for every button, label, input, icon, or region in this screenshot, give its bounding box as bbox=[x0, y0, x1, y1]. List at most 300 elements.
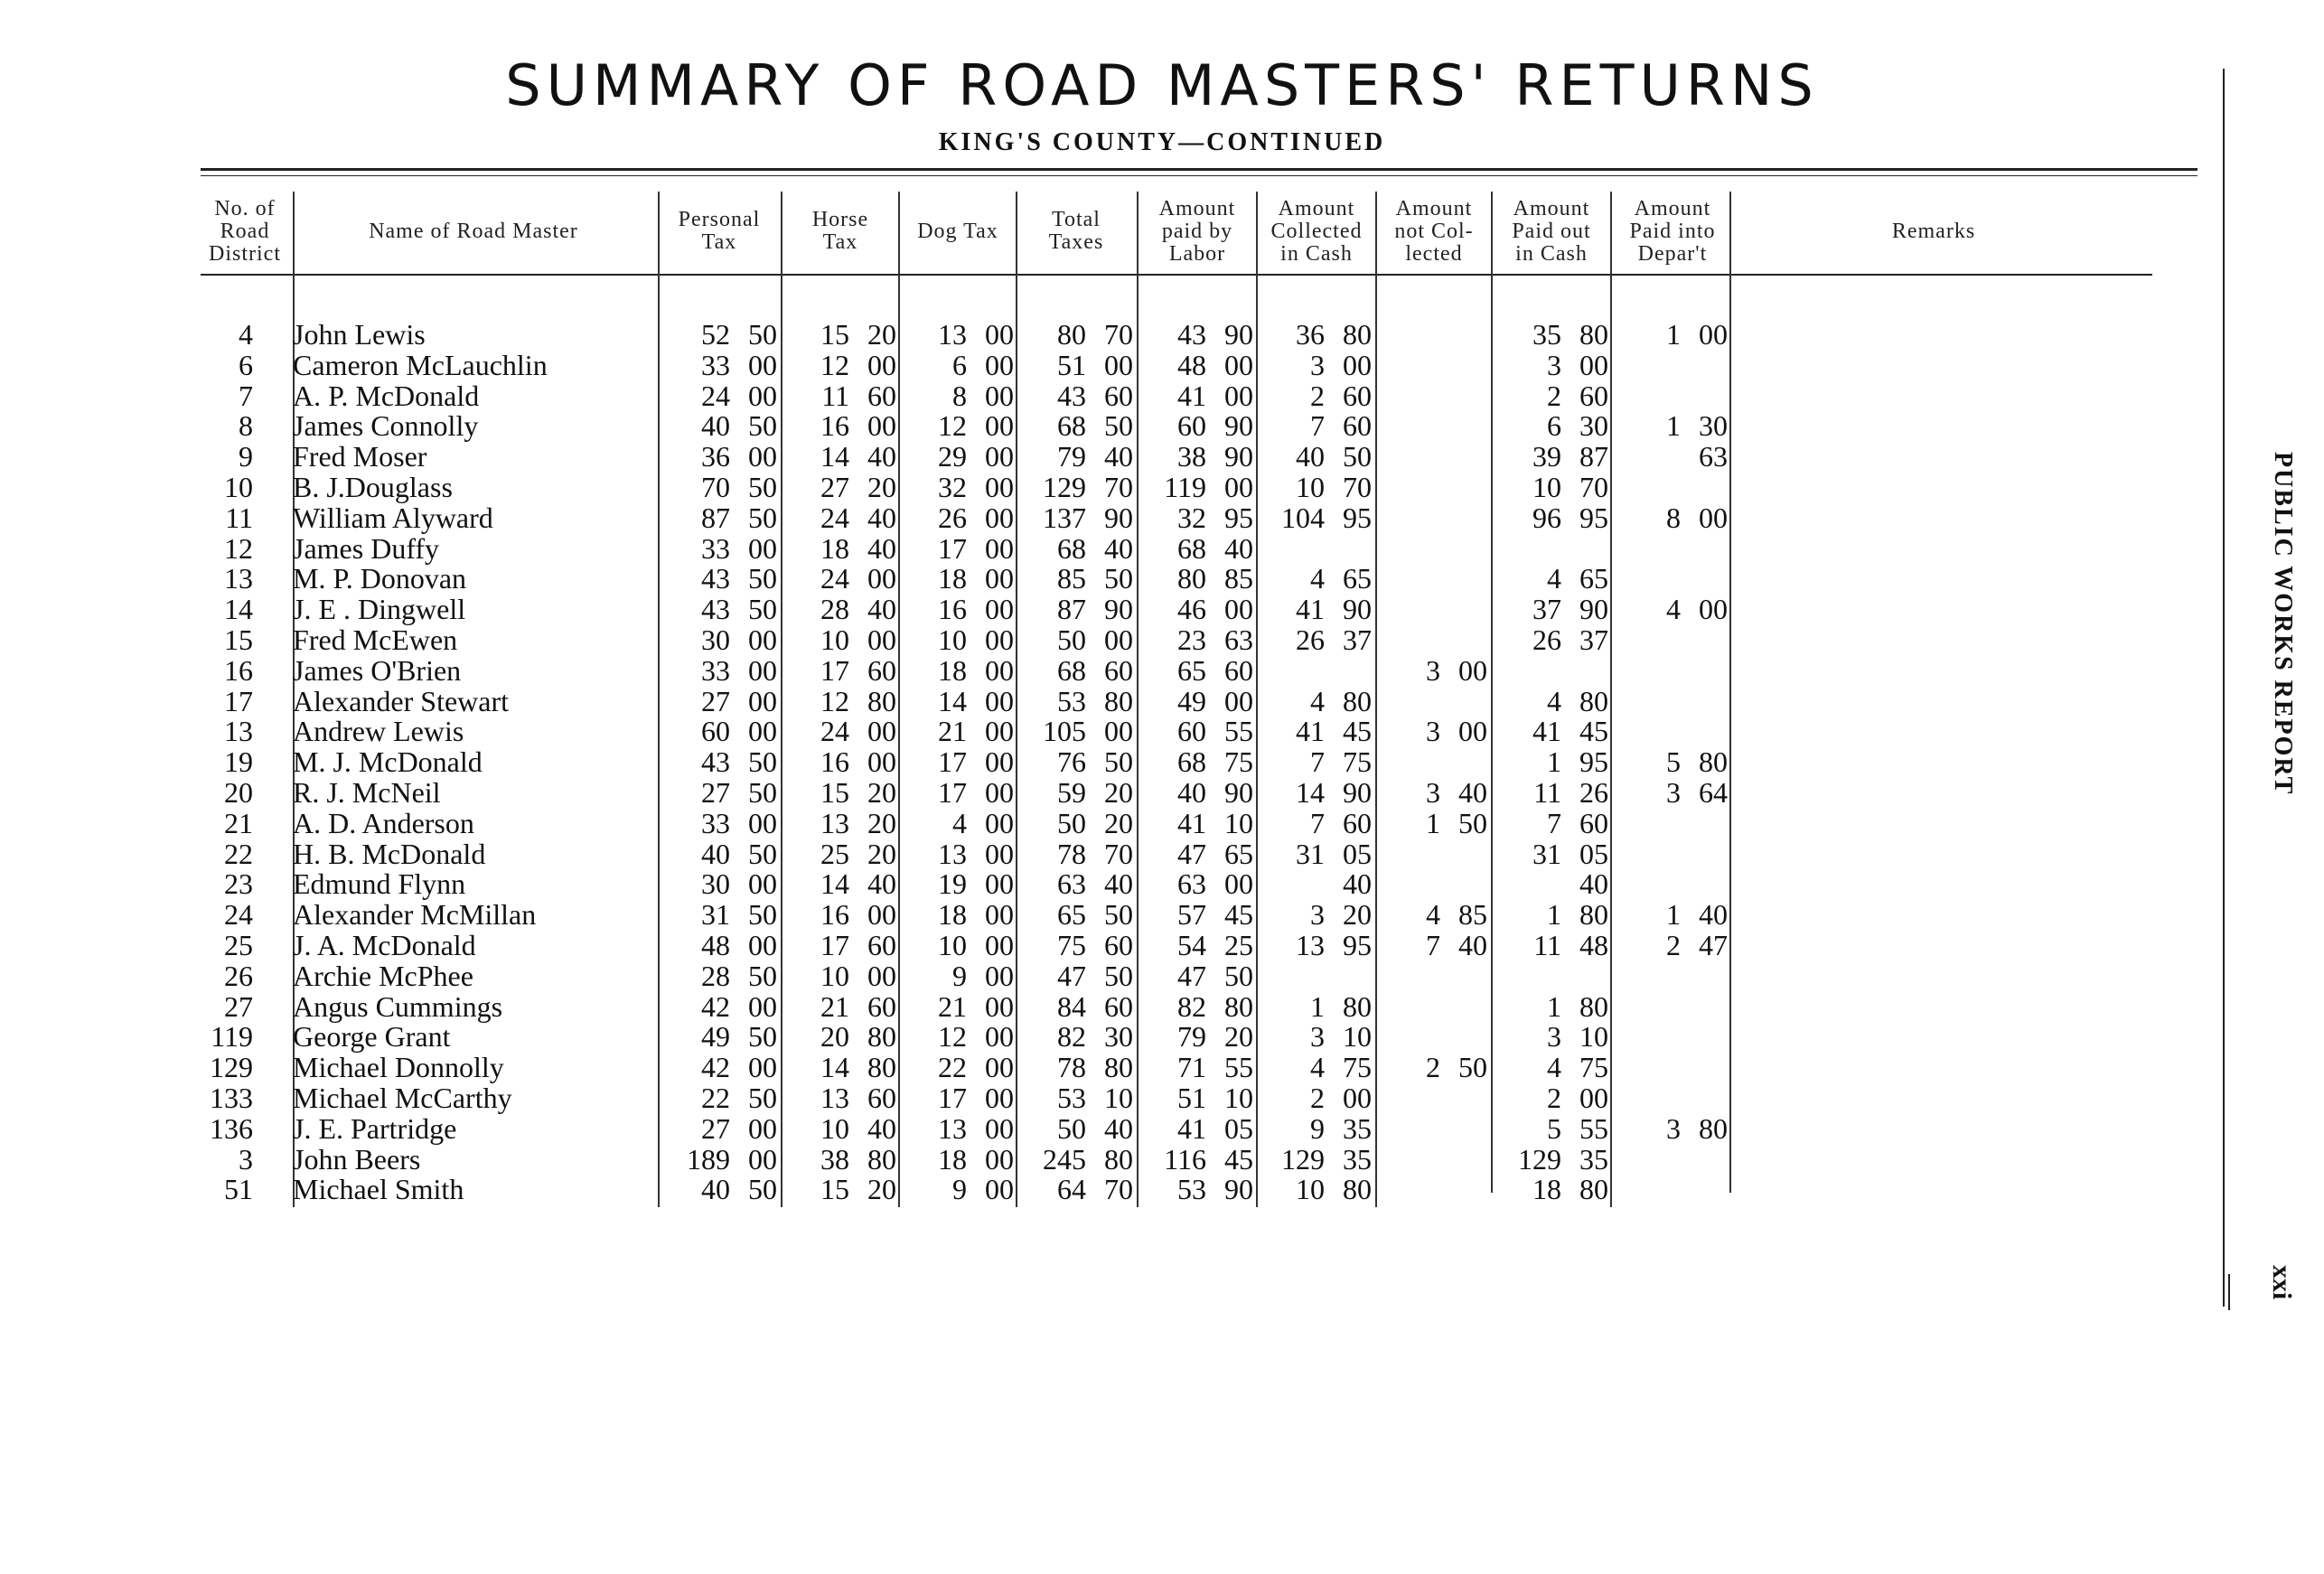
dollars: 48 bbox=[701, 929, 730, 961]
dollars: 7 bbox=[1426, 929, 1440, 961]
dollars: 9 bbox=[952, 959, 967, 992]
dollars: 4 bbox=[1547, 684, 1561, 717]
dollars: 9 bbox=[1310, 1111, 1325, 1145]
amount-dog bbox=[887, 990, 1014, 1021]
dollars: 17 bbox=[938, 745, 967, 779]
dollars: 32 bbox=[938, 471, 967, 503]
cents: 00 bbox=[867, 745, 896, 779]
amount-personal bbox=[651, 838, 777, 868]
dollars: 10 bbox=[938, 623, 967, 656]
cents: 00 bbox=[748, 989, 777, 1023]
dollars: 4 bbox=[1666, 593, 1681, 626]
dollars: 104 bbox=[1281, 501, 1325, 534]
dollars: 11 bbox=[1533, 776, 1561, 809]
amount-horse bbox=[770, 807, 896, 838]
cents: 90 bbox=[1104, 593, 1133, 626]
dollars: 38 bbox=[1177, 440, 1206, 473]
amount-paidout bbox=[1482, 1173, 1608, 1204]
amount-cash bbox=[1245, 562, 1372, 593]
column-header-total: Total Taxes bbox=[1048, 208, 1104, 254]
cents: 60 bbox=[867, 379, 896, 412]
dollars: 49 bbox=[701, 1020, 730, 1054]
amount-dog bbox=[887, 898, 1014, 932]
cents: 55 bbox=[1224, 715, 1253, 748]
cents: 20 bbox=[867, 806, 896, 839]
amount-depart bbox=[1601, 409, 1728, 443]
cents: 80 bbox=[867, 684, 896, 717]
cents: 00 bbox=[985, 1082, 1014, 1114]
dollars: 22 bbox=[938, 1051, 967, 1084]
amount-dog bbox=[887, 1112, 1014, 1143]
column-header-horse: Horse Tax bbox=[811, 208, 869, 254]
cents: 50 bbox=[1224, 959, 1253, 992]
cents: 40 bbox=[1458, 929, 1487, 961]
cents: 50 bbox=[1104, 898, 1133, 932]
amount-labor bbox=[1127, 685, 1253, 716]
amount-dog bbox=[887, 745, 1014, 779]
amount-paidout bbox=[1482, 1082, 1608, 1112]
column-divider bbox=[1729, 192, 1731, 1193]
dollars: 11 bbox=[821, 379, 849, 412]
dollars: 20 bbox=[820, 1020, 849, 1054]
road-district: 133 bbox=[210, 1082, 253, 1114]
amount-personal bbox=[651, 318, 777, 349]
road-district: 4 bbox=[239, 318, 253, 351]
amount-personal bbox=[651, 1143, 777, 1174]
amount-cash bbox=[1245, 715, 1372, 748]
cents: 20 bbox=[867, 776, 896, 809]
dollars: 4 bbox=[1547, 562, 1561, 595]
amount-dog bbox=[887, 929, 1014, 960]
column-header-personal: Personal Tax bbox=[678, 208, 761, 254]
dollars: 59 bbox=[1057, 776, 1086, 809]
cents: 00 bbox=[748, 653, 777, 687]
road-master-name: M. J. McDonald bbox=[293, 745, 483, 779]
amount-cash bbox=[1245, 745, 1372, 779]
amount-total bbox=[1007, 654, 1133, 685]
cents: 63 bbox=[1699, 440, 1728, 473]
cents: 00 bbox=[985, 745, 1014, 779]
amount-horse bbox=[770, 745, 896, 779]
cents: 00 bbox=[1343, 1082, 1372, 1114]
cents: 00 bbox=[985, 867, 1014, 901]
road-district: 21 bbox=[224, 806, 253, 839]
amount-horse bbox=[770, 532, 896, 563]
dollars: 18 bbox=[938, 1142, 967, 1176]
cents: 90 bbox=[1224, 776, 1253, 809]
dollars: 1 bbox=[1666, 409, 1681, 443]
amount-paidout bbox=[1482, 990, 1608, 1021]
dollars: 60 bbox=[1177, 715, 1206, 748]
cents: 00 bbox=[985, 684, 1014, 717]
cents: 50 bbox=[1104, 409, 1133, 443]
amount-paidout bbox=[1482, 409, 1608, 443]
dollars: 29 bbox=[938, 440, 967, 473]
amount-labor bbox=[1127, 776, 1253, 807]
amount-personal bbox=[651, 929, 777, 960]
road-master-name: J. A. McDonald bbox=[293, 929, 476, 961]
column-header-notcol: Amount not Col- lected bbox=[1394, 196, 1474, 266]
cents: 60 bbox=[867, 929, 896, 961]
dollars: 47 bbox=[1057, 959, 1086, 992]
road-master-name: Cameron McLauchlin bbox=[293, 348, 548, 381]
dollars: 50 bbox=[1057, 806, 1086, 839]
amount-personal bbox=[651, 1112, 777, 1143]
cents: 80 bbox=[1343, 318, 1372, 351]
dollars: 87 bbox=[701, 501, 730, 534]
amount-cash bbox=[1245, 623, 1372, 654]
dollars: 14 bbox=[820, 867, 849, 901]
amount-cash bbox=[1245, 1051, 1372, 1082]
amount-total bbox=[1007, 1020, 1133, 1054]
amount-cash bbox=[1245, 990, 1372, 1021]
cents: 80 bbox=[1104, 1051, 1133, 1084]
cents: 00 bbox=[748, 623, 777, 656]
dollars: 24 bbox=[701, 379, 730, 412]
amount-labor bbox=[1127, 562, 1253, 593]
amount-total bbox=[1007, 1051, 1133, 1082]
road-district: 129 bbox=[210, 1051, 253, 1084]
column-header-district: No. of Road District bbox=[209, 196, 281, 266]
road-master-name: John Lewis bbox=[293, 318, 426, 351]
dollars: 42 bbox=[701, 989, 730, 1023]
dollars: 13 bbox=[938, 837, 967, 870]
dollars: 26 bbox=[1296, 623, 1325, 656]
page-title: SUMMARY OF ROAD MASTERS' RETURNS bbox=[505, 52, 1819, 118]
cents: 40 bbox=[1579, 867, 1608, 901]
cents: 00 bbox=[1224, 471, 1253, 503]
amount-personal bbox=[651, 349, 777, 379]
cents: 00 bbox=[1104, 623, 1133, 656]
road-master-name: Angus Cummings bbox=[293, 989, 503, 1023]
cents: 20 bbox=[867, 471, 896, 503]
dollars: 68 bbox=[1057, 409, 1086, 443]
dollars: 31 bbox=[1296, 837, 1325, 870]
cents: 63 bbox=[1224, 623, 1253, 656]
amount-personal bbox=[651, 409, 777, 443]
dollars: 41 bbox=[1177, 1111, 1206, 1145]
amount-paidout bbox=[1482, 623, 1608, 654]
cents: 60 bbox=[1104, 653, 1133, 687]
amount-labor bbox=[1127, 1082, 1253, 1112]
cents: 40 bbox=[867, 440, 896, 473]
cents: 10 bbox=[1343, 1020, 1372, 1054]
amount-total bbox=[1007, 349, 1133, 379]
cents: 20 bbox=[867, 837, 896, 870]
cents: 00 bbox=[748, 684, 777, 717]
amount-cash bbox=[1245, 807, 1372, 838]
cents: 40 bbox=[1104, 531, 1133, 565]
dollars: 4 bbox=[1310, 1051, 1325, 1084]
cents: 50 bbox=[748, 1082, 777, 1114]
amount-dog bbox=[887, 471, 1014, 501]
amount-total bbox=[1007, 532, 1133, 563]
road-master-name: Archie McPhee bbox=[293, 959, 473, 992]
cents: 00 bbox=[1699, 501, 1728, 534]
amount-total bbox=[1007, 1082, 1133, 1112]
cents: 00 bbox=[867, 623, 896, 656]
cents: 80 bbox=[867, 1142, 896, 1176]
amount-total bbox=[1007, 593, 1133, 626]
dollars: 18 bbox=[820, 531, 849, 565]
dollars: 52 bbox=[701, 318, 730, 351]
cents: 75 bbox=[1343, 745, 1372, 779]
amount-total bbox=[1007, 807, 1133, 838]
cents: 45 bbox=[1579, 715, 1608, 748]
cents: 20 bbox=[1343, 898, 1372, 932]
cents: 95 bbox=[1343, 929, 1372, 961]
amount-paidout bbox=[1482, 318, 1608, 349]
amount-cash bbox=[1245, 1143, 1372, 1174]
amount-personal bbox=[651, 1173, 777, 1204]
dollars: 1 bbox=[1547, 898, 1561, 932]
dollars: 43 bbox=[701, 562, 730, 595]
amount-notcol bbox=[1361, 1051, 1487, 1082]
amount-total bbox=[1007, 379, 1133, 410]
amount-depart bbox=[1601, 776, 1728, 807]
dollars: 28 bbox=[701, 959, 730, 992]
cents: 40 bbox=[1104, 867, 1133, 901]
dollars: 30 bbox=[701, 623, 730, 656]
amount-horse bbox=[770, 1173, 896, 1204]
dollars: 18 bbox=[938, 898, 967, 932]
amount-total bbox=[1007, 562, 1133, 593]
cents: 00 bbox=[985, 593, 1014, 626]
amount-horse bbox=[770, 1082, 896, 1112]
amount-total bbox=[1007, 318, 1133, 349]
dollars: 14 bbox=[1296, 776, 1325, 809]
cents: 50 bbox=[748, 1020, 777, 1054]
amount-cash bbox=[1245, 685, 1372, 716]
cents: 00 bbox=[1699, 593, 1728, 626]
cents: 50 bbox=[748, 1173, 777, 1206]
amount-horse bbox=[770, 501, 896, 532]
cents: 60 bbox=[867, 1082, 896, 1114]
cents: 70 bbox=[1343, 471, 1372, 503]
dollars: 10 bbox=[938, 929, 967, 961]
dollars: 12 bbox=[820, 684, 849, 717]
cents: 10 bbox=[1224, 1082, 1253, 1114]
dollars: 43 bbox=[1057, 379, 1086, 412]
dollars: 51 bbox=[1177, 1082, 1206, 1114]
dollars: 9 bbox=[952, 1173, 967, 1206]
cents: 00 bbox=[985, 623, 1014, 656]
amount-dog bbox=[887, 867, 1014, 901]
cents: 00 bbox=[748, 1111, 777, 1145]
cents: 95 bbox=[1579, 745, 1608, 779]
road-master-name: John Beers bbox=[293, 1142, 421, 1176]
cents: 40 bbox=[1458, 776, 1487, 809]
cents: 75 bbox=[1224, 745, 1253, 779]
amount-depart bbox=[1601, 1112, 1728, 1143]
dollars: 3 bbox=[1426, 776, 1440, 809]
amount-horse bbox=[770, 960, 896, 990]
amount-paidout bbox=[1482, 379, 1608, 410]
amount-paidout bbox=[1482, 745, 1608, 779]
amount-depart bbox=[1601, 593, 1728, 626]
dollars: 71 bbox=[1177, 1051, 1206, 1084]
column-header-depart: Amount Paid into Depar't bbox=[1629, 196, 1716, 266]
amount-cash bbox=[1245, 501, 1372, 532]
dollars: 8 bbox=[952, 379, 967, 412]
amount-total bbox=[1007, 838, 1133, 868]
amount-labor bbox=[1127, 471, 1253, 501]
dollars: 1 bbox=[1426, 806, 1440, 839]
amount-dog bbox=[887, 1020, 1014, 1054]
dollars: 23 bbox=[1177, 623, 1206, 656]
dollars: 3 bbox=[1426, 715, 1440, 748]
cents: 00 bbox=[985, 806, 1014, 839]
dollars: 27 bbox=[701, 776, 730, 809]
dollars: 57 bbox=[1177, 898, 1206, 932]
dollars: 129 bbox=[1281, 1142, 1325, 1176]
amount-labor bbox=[1127, 960, 1253, 990]
cents: 55 bbox=[1579, 1111, 1608, 1145]
road-district: 8 bbox=[239, 409, 253, 443]
amount-cash bbox=[1245, 349, 1372, 379]
road-master-name: B. J.Douglass bbox=[293, 471, 453, 503]
amount-cash bbox=[1245, 1020, 1372, 1054]
dollars: 8 bbox=[1666, 501, 1681, 534]
dollars: 80 bbox=[1177, 562, 1206, 595]
amount-paidout bbox=[1482, 501, 1608, 532]
dollars: 10 bbox=[1532, 471, 1561, 503]
cents: 00 bbox=[1458, 653, 1487, 687]
cents: 60 bbox=[1104, 379, 1133, 412]
cents: 25 bbox=[1224, 929, 1253, 961]
cents: 40 bbox=[1699, 898, 1728, 932]
dollars: 3 bbox=[1310, 898, 1325, 932]
dollars: 79 bbox=[1057, 440, 1086, 473]
cents: 95 bbox=[1224, 501, 1253, 534]
amount-horse bbox=[770, 440, 896, 471]
cents: 00 bbox=[748, 1142, 777, 1176]
dollars: 41 bbox=[1296, 715, 1325, 748]
amount-labor bbox=[1127, 715, 1253, 748]
amount-total bbox=[1007, 440, 1133, 471]
dollars: 47 bbox=[1177, 959, 1206, 992]
cents: 00 bbox=[1224, 593, 1253, 626]
cents: 00 bbox=[1104, 348, 1133, 381]
page-number: xxi bbox=[2267, 1265, 2297, 1300]
cents: 00 bbox=[985, 1051, 1014, 1084]
amount-paidout bbox=[1482, 1143, 1608, 1174]
dollars: 10 bbox=[1296, 1173, 1325, 1206]
cents: 60 bbox=[1579, 379, 1608, 412]
cents: 45 bbox=[1224, 1142, 1253, 1176]
amount-cash bbox=[1245, 1112, 1372, 1143]
amount-dog bbox=[887, 1173, 1014, 1204]
amount-dog bbox=[887, 349, 1014, 379]
dollars: 15 bbox=[820, 1173, 849, 1206]
dollars: 4 bbox=[1547, 1051, 1561, 1084]
amount-total bbox=[1007, 898, 1133, 932]
cents: 65 bbox=[1579, 562, 1608, 595]
amount-dog bbox=[887, 562, 1014, 593]
amount-personal bbox=[651, 593, 777, 626]
road-master-name: J. E . Dingwell bbox=[293, 593, 466, 626]
amount-labor bbox=[1127, 929, 1253, 960]
amount-dog bbox=[887, 1051, 1014, 1082]
dollars: 27 bbox=[701, 684, 730, 717]
dollars: 33 bbox=[701, 531, 730, 565]
dollars: 54 bbox=[1177, 929, 1206, 961]
cents: 80 bbox=[1104, 1142, 1133, 1176]
road-master-name: Fred McEwen bbox=[293, 623, 458, 656]
cents: 05 bbox=[1579, 837, 1608, 870]
cents: 35 bbox=[1343, 1111, 1372, 1145]
amount-horse bbox=[770, 1020, 896, 1054]
dollars: 53 bbox=[1057, 684, 1086, 717]
cents: 00 bbox=[985, 348, 1014, 381]
dollars: 21 bbox=[938, 715, 967, 748]
cents: 00 bbox=[985, 1173, 1014, 1206]
column-header-dog: Dog Tax bbox=[917, 219, 998, 243]
amount-labor bbox=[1127, 867, 1253, 901]
amount-personal bbox=[651, 654, 777, 685]
cents: 40 bbox=[867, 531, 896, 565]
amount-labor bbox=[1127, 1112, 1253, 1143]
amount-personal bbox=[651, 1051, 777, 1082]
amount-dog bbox=[887, 1082, 1014, 1112]
road-master-name: Michael Smith bbox=[293, 1173, 464, 1206]
dollars: 37 bbox=[1532, 593, 1561, 626]
cents: 80 bbox=[1579, 684, 1608, 717]
dollars: 17 bbox=[938, 1082, 967, 1114]
amount-labor bbox=[1127, 349, 1253, 379]
dollars: 7 bbox=[1310, 409, 1325, 443]
dollars: 30 bbox=[701, 867, 730, 901]
dollars: 39 bbox=[1532, 440, 1561, 473]
dollars: 3 bbox=[1547, 1020, 1561, 1054]
dollars: 33 bbox=[701, 348, 730, 381]
amount-horse bbox=[770, 593, 896, 626]
cents: 00 bbox=[985, 989, 1014, 1023]
amount-paidout bbox=[1482, 898, 1608, 932]
cents: 00 bbox=[867, 409, 896, 443]
dollars: 63 bbox=[1177, 867, 1206, 901]
dollars: 16 bbox=[820, 409, 849, 443]
dollars: 17 bbox=[820, 929, 849, 961]
amount-horse bbox=[770, 867, 896, 901]
amount-total bbox=[1007, 745, 1133, 779]
amount-depart bbox=[1601, 929, 1728, 960]
dollars: 38 bbox=[820, 1142, 849, 1176]
dollars: 4 bbox=[1426, 898, 1440, 932]
amount-total bbox=[1007, 1143, 1133, 1174]
amount-horse bbox=[770, 929, 896, 960]
cents: 50 bbox=[748, 562, 777, 595]
amount-dog bbox=[887, 838, 1014, 868]
amount-dog bbox=[887, 654, 1014, 685]
cents: 00 bbox=[985, 715, 1014, 748]
amount-dog bbox=[887, 318, 1014, 349]
dollars: 7 bbox=[1547, 806, 1561, 839]
cents: 90 bbox=[1343, 776, 1372, 809]
dollars: 2 bbox=[1547, 1082, 1561, 1114]
cents: 50 bbox=[748, 318, 777, 351]
cents: 00 bbox=[985, 776, 1014, 809]
road-master-name: James Connolly bbox=[293, 409, 479, 443]
cents: 80 bbox=[1104, 684, 1133, 717]
cents: 00 bbox=[867, 562, 896, 595]
amount-notcol bbox=[1361, 898, 1487, 932]
amount-cash bbox=[1245, 440, 1372, 471]
cents: 30 bbox=[1104, 1020, 1133, 1054]
cents: 60 bbox=[1104, 989, 1133, 1023]
amount-paidout bbox=[1482, 685, 1608, 716]
amount-dog bbox=[887, 593, 1014, 626]
